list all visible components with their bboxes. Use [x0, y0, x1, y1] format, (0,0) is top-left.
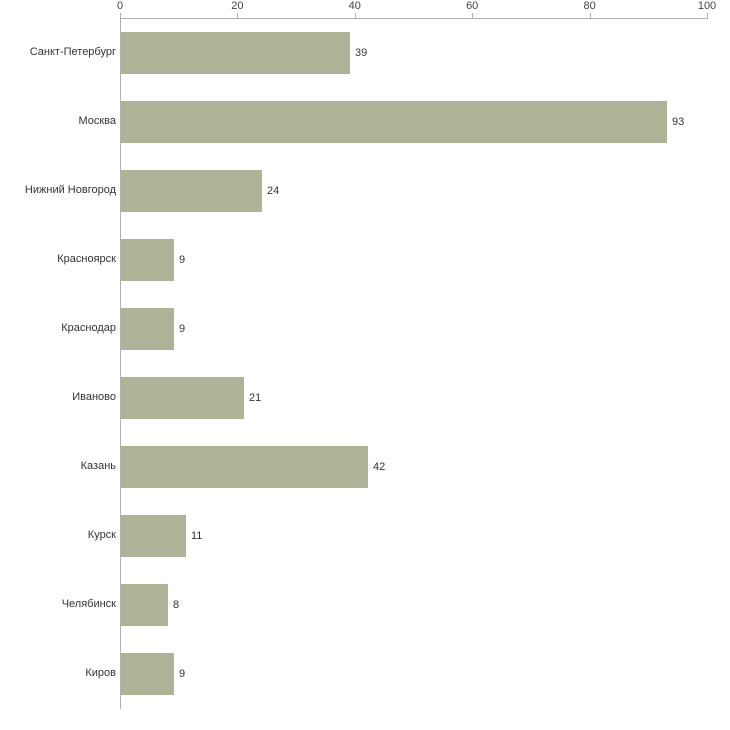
- bar-value-label: 39: [355, 47, 368, 59]
- bar-value-label: 93: [672, 116, 685, 128]
- x-tick-label: 40: [348, 0, 361, 12]
- x-tick-mark: [120, 13, 121, 18]
- x-tick-mark: [707, 13, 708, 18]
- category-label: Красноярск: [57, 253, 116, 265]
- x-tick-mark: [355, 13, 356, 18]
- category-label: Москва: [78, 115, 116, 127]
- bar[interactable]: [121, 653, 174, 695]
- category-label: Казань: [80, 460, 116, 472]
- x-tick-mark: [237, 13, 238, 18]
- x-tick-label: 80: [583, 0, 596, 12]
- bar[interactable]: [121, 446, 368, 488]
- x-tick-label: 20: [231, 0, 244, 12]
- bar[interactable]: [121, 32, 350, 74]
- bar-value-label: 11: [191, 530, 203, 542]
- bar[interactable]: [121, 377, 244, 419]
- x-tick-mark: [590, 13, 591, 18]
- bar[interactable]: [121, 101, 667, 143]
- bar-value-label: 9: [179, 668, 186, 680]
- bar[interactable]: [121, 170, 262, 212]
- bar-value-label: 21: [249, 392, 262, 404]
- bar[interactable]: [121, 515, 186, 557]
- bar-value-label: 24: [267, 185, 280, 197]
- x-tick-mark: [472, 13, 473, 18]
- bar[interactable]: [121, 308, 174, 350]
- category-label: Челябинск: [61, 598, 116, 610]
- bar-value-label: 8: [173, 599, 180, 611]
- x-tick-label: 60: [466, 0, 479, 12]
- x-axis-line: [120, 18, 708, 19]
- category-label: Краснодар: [61, 322, 116, 334]
- x-tick-label: 100: [697, 0, 717, 12]
- x-tick-label: 0: [116, 0, 124, 12]
- category-label: Киров: [85, 667, 116, 679]
- category-label: Нижний Новгород: [24, 184, 116, 196]
- bar-value-label: 9: [179, 323, 186, 335]
- bar[interactable]: [121, 584, 168, 626]
- bar-value-label: 42: [373, 461, 386, 473]
- category-label: Курск: [87, 529, 116, 541]
- bar[interactable]: [121, 239, 174, 281]
- category-label: Иваново: [72, 391, 116, 403]
- category-label: Санкт-Петербург: [29, 46, 116, 58]
- bar-value-label: 9: [179, 254, 186, 266]
